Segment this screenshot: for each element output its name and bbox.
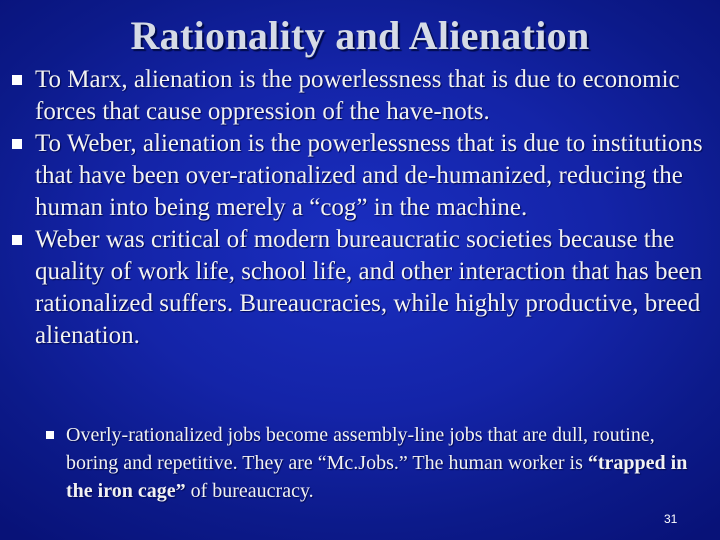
page-number: 31 [664,512,678,526]
bullet-item-weber-institutions [10,128,718,224]
sub-bullet-item-mcjobs [46,421,706,505]
sub-bullet-text-start: Overly-rationalized jobs become assembly-line jobs that are dull, routine, boring and repetitive. They are “Mc.Jobs.” The human worker is [66,424,655,474]
bullet-list [10,64,718,352]
bullet-text: Weber was critical of modern bureaucratic societies because the quality of work life, school life, and other interaction that has been rationalized suffers. Bureaucracies, while highly productive, breed alienation. [35,226,703,349]
bullet-item-marx [10,64,718,128]
sub-bullet-list [46,421,706,505]
square-bullet-icon [46,431,54,439]
bullet-text: To Weber, alienation is the powerlessness that is due to institutions that have been over-rationalized and de-humanized, reducing the human into being merely a “cog” in the machine. [35,130,703,221]
bullet-text: To Marx, alienation is the powerlessness that is due to economic forces that cause oppression of the have-nots. [35,66,680,125]
bullet-item-weber-bureaucracy [10,224,718,352]
square-bullet-icon [12,235,22,245]
sub-bullet-text-end: of bureaucracy. [185,480,314,502]
square-bullet-icon [12,75,22,85]
square-bullet-icon [12,139,22,149]
sub-bullet-emphasis: “trapped in the iron cage” [66,452,688,502]
slide-title: Rationality and Alienation [130,13,590,58]
